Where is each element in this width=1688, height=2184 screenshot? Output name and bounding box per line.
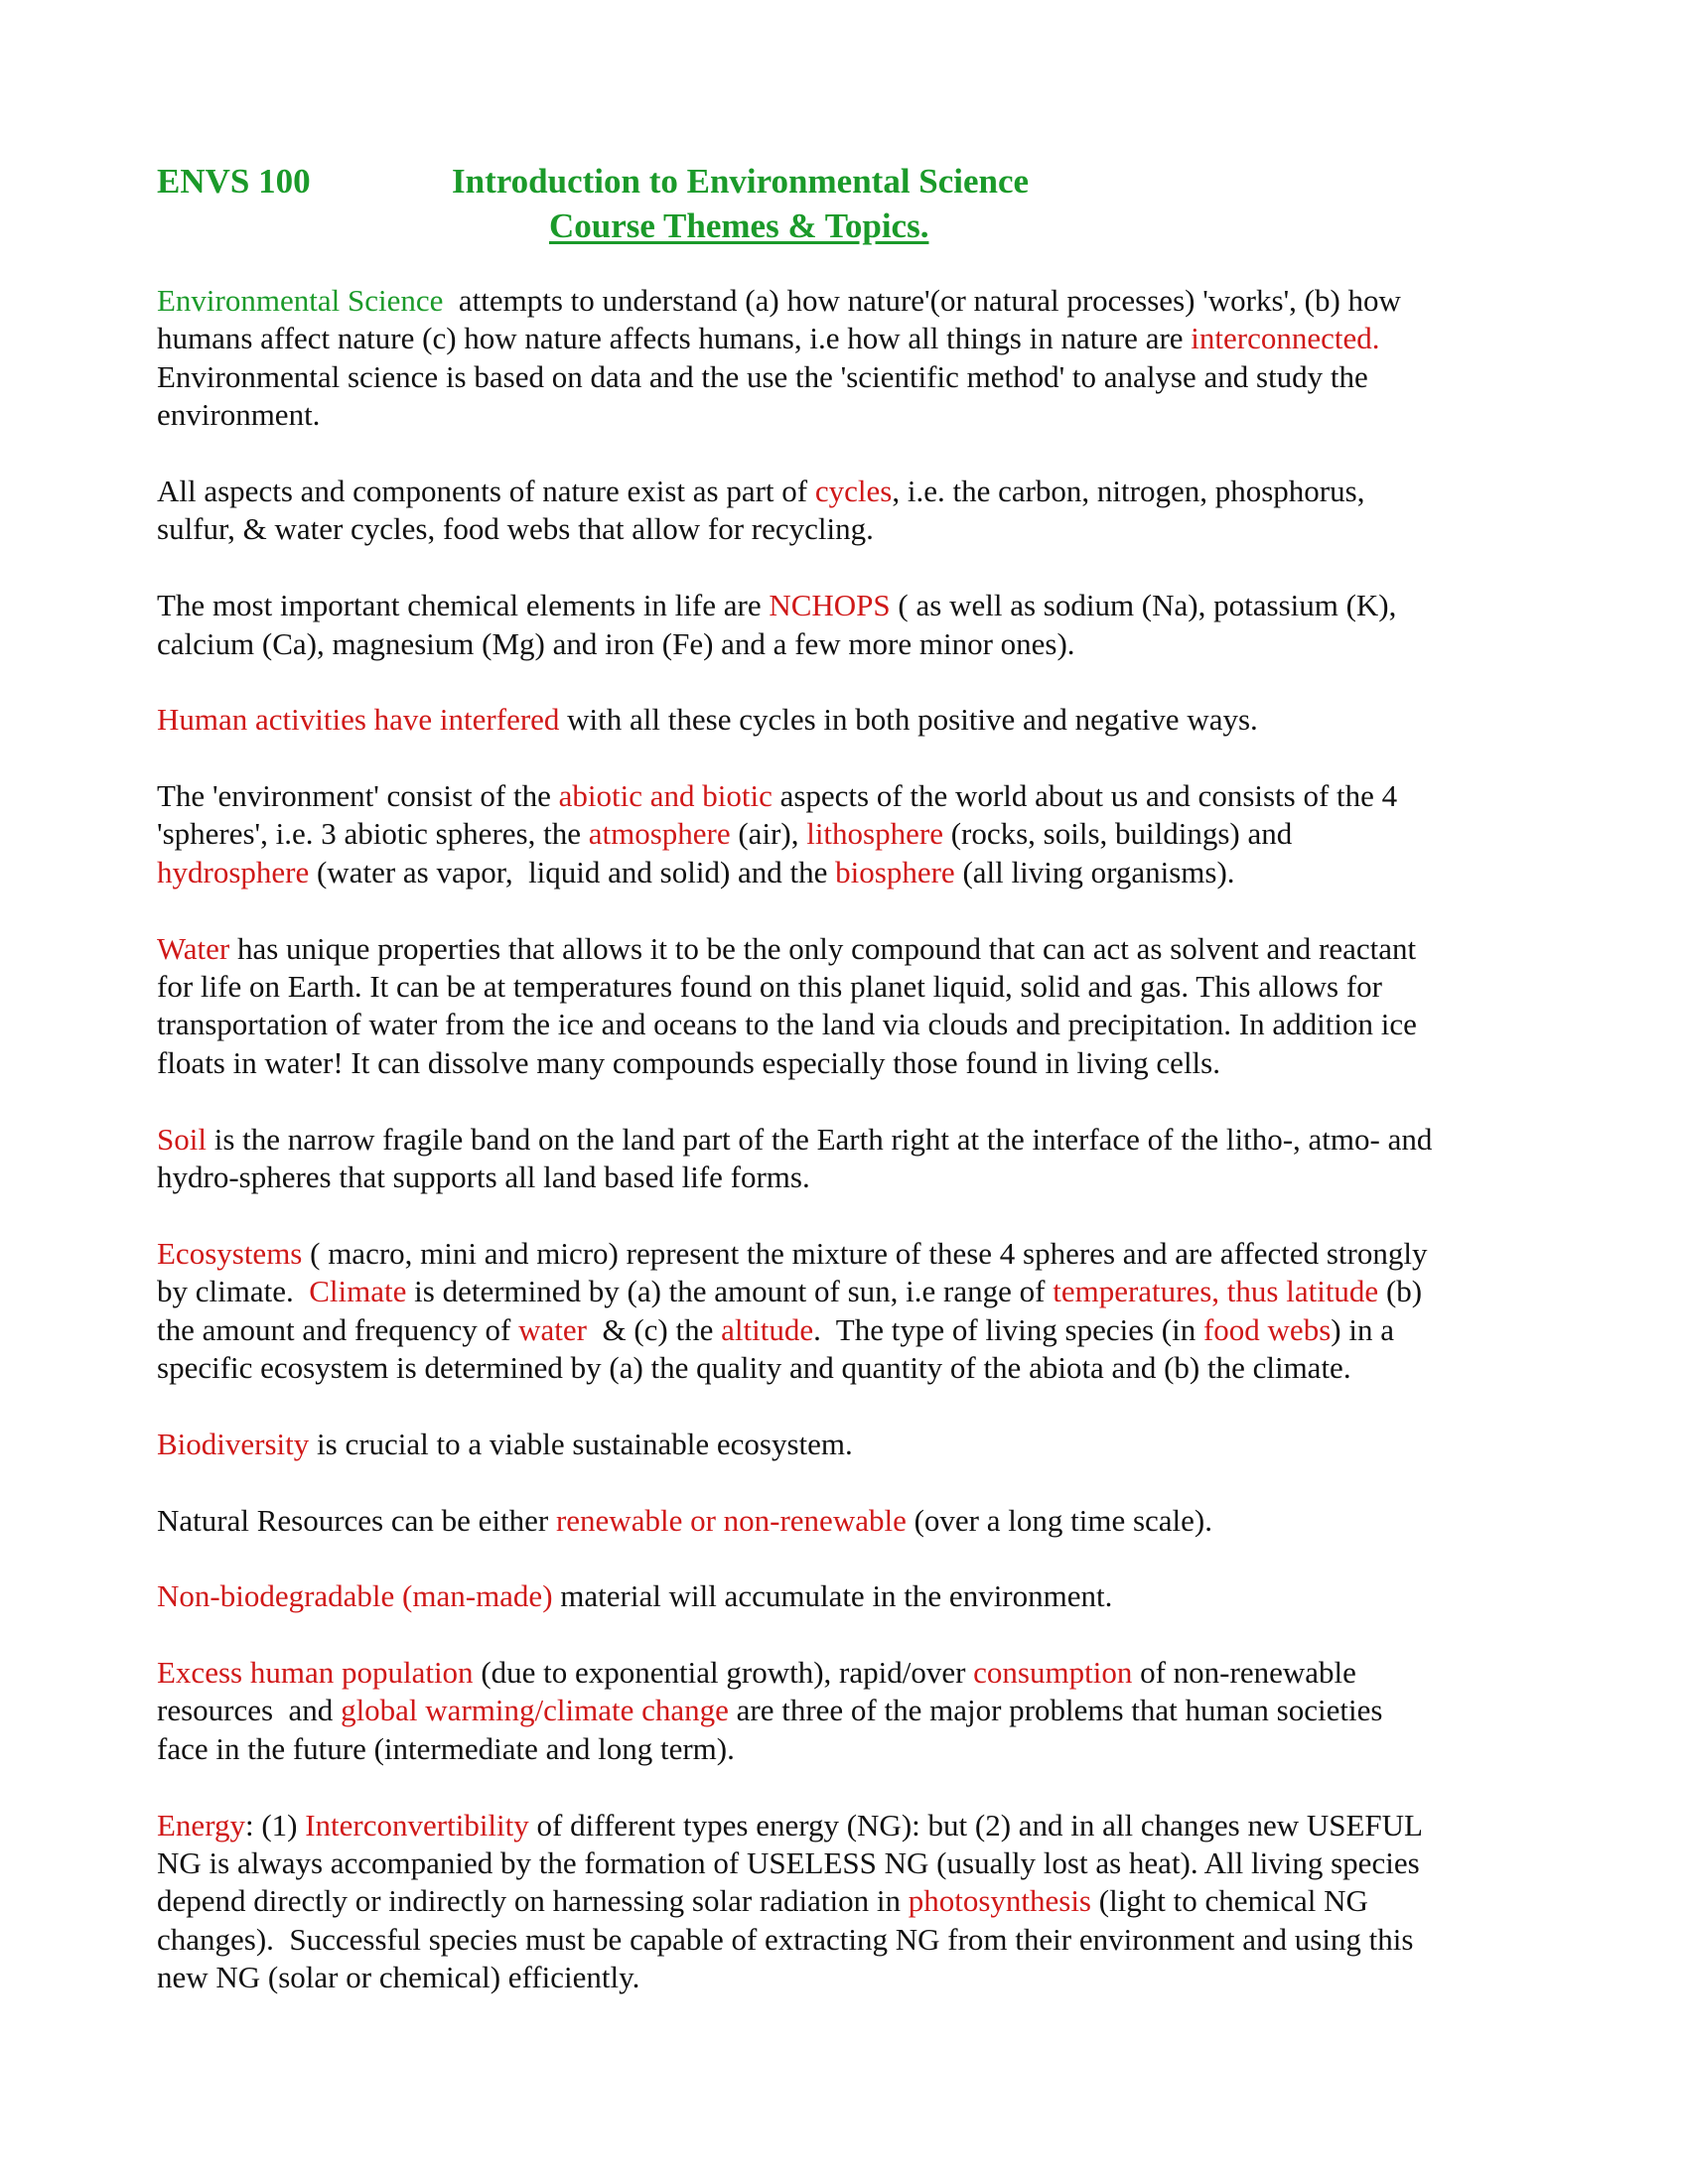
- highlighted-term: consumption: [973, 1655, 1133, 1691]
- highlighted-term: altitude: [721, 1311, 814, 1347]
- highlighted-term: Soil: [157, 1121, 207, 1157]
- paragraph: [157, 930, 1539, 1083]
- text-line: [157, 358, 1539, 396]
- body-text: attempts to understand (a) how nature'(or natural processes) 'works', (b) how: [443, 283, 1401, 318]
- highlighted-term: lithosphere: [806, 816, 943, 852]
- body-text: face in the future (intermediate and long term).: [157, 1730, 735, 1766]
- body-text: resources and: [157, 1693, 342, 1728]
- highlighted-term: abiotic and biotic: [558, 778, 773, 814]
- body-text: specific ecosystem is determined by (a) the quality and quantity of the abiota and (b) the climate.: [157, 1349, 1351, 1385]
- text-line: [157, 854, 1539, 891]
- body-text: floats in water! It can dissolve many compounds especially those found in living cells.: [157, 1044, 1220, 1080]
- paragraph: [157, 777, 1539, 891]
- course-code: ENVS 100: [157, 162, 311, 201]
- paragraph: [157, 587, 1539, 663]
- paragraph: [157, 1502, 1539, 1540]
- body-text: by climate.: [157, 1274, 310, 1309]
- body-text: new NG (solar or chemical) efficiently.: [157, 1960, 640, 1995]
- highlighted-term: Energy: [157, 1807, 245, 1843]
- body-text: hydro-spheres that supports all land based life forms.: [157, 1159, 810, 1194]
- body-text: (water as vapor, liquid and solid) and the: [309, 854, 836, 889]
- body-text: All aspects and components of nature exist as part of: [157, 473, 815, 508]
- body-text: depend directly or indirectly on harnessing solar radiation in: [157, 1883, 909, 1919]
- paragraph: [157, 1654, 1539, 1768]
- body-text: with all these cycles in both positive and negative ways.: [559, 702, 1258, 738]
- body-text: (all living organisms).: [954, 854, 1235, 889]
- body-text: transportation of water from the ice and oceans to the land via clouds and precipitation. In addition ice: [157, 1007, 1417, 1042]
- text-line: [157, 1502, 1539, 1540]
- body-text: ) in a: [1331, 1311, 1394, 1347]
- text-line: [157, 968, 1539, 1006]
- body-text: the amount and frequency of: [157, 1311, 519, 1347]
- body-text: of different types energy (NG): but (2) and in all changes new USEFUL: [528, 1807, 1423, 1843]
- course-title: Introduction to Environmental Science: [452, 162, 1030, 201]
- body-text: changes). Successful species must be capable of extracting NG from their environment and using this: [157, 1921, 1414, 1957]
- body-text: ( as well as sodium (Na), potassium (K),: [890, 588, 1397, 623]
- body-text: for life on Earth. It can be at temperatures found on this planet liquid, solid and gas. This allows for: [157, 969, 1382, 1005]
- body-text: of non-renewable: [1132, 1655, 1356, 1691]
- text-line: [157, 396, 1539, 434]
- body-text: sulfur, & water cycles, food webs that allow for recycling.: [157, 511, 874, 547]
- body-text: is the narrow fragile band on the land part of the Earth right at the interface of the litho-, atmo- and: [206, 1121, 1433, 1157]
- body-text: (b): [1378, 1274, 1423, 1309]
- body-text: is determined by (a) the amount of sun, i.e range of: [406, 1274, 1054, 1309]
- text-line: [157, 1311, 1539, 1349]
- body-text: calcium (Ca), magnesium (Mg) and iron (Fe) and a few more minor ones).: [157, 625, 1075, 661]
- text-line: [157, 1044, 1539, 1082]
- text-line: [157, 1807, 1539, 1844]
- body-text: humans affect nature (c) how nature affects humans, i.e how all things in nature are: [157, 321, 1192, 356]
- text-line: [157, 320, 1539, 357]
- highlighted-term: Climate: [309, 1274, 407, 1309]
- paragraph: [157, 1577, 1539, 1615]
- body-text: , i.e. the carbon, nitrogen, phosphorus,: [892, 473, 1365, 508]
- text-line: [157, 1654, 1539, 1692]
- text-line: [157, 282, 1539, 320]
- text-line: [157, 1577, 1539, 1615]
- paragraph: [157, 1235, 1539, 1388]
- highlighted-term: Interconvertibility: [305, 1807, 529, 1843]
- highlighted-term: water: [518, 1311, 587, 1347]
- text-line: [157, 1959, 1539, 1996]
- body-text: (light to chemical NG: [1091, 1883, 1368, 1919]
- paragraph: [157, 282, 1539, 435]
- highlighted-term: global warming/climate change: [341, 1693, 729, 1728]
- highlighted-term: Non-biodegradable (man-made): [157, 1578, 553, 1614]
- text-line: [157, 1844, 1539, 1882]
- highlighted-term: renewable or non-renewable: [555, 1502, 907, 1538]
- highlighted-term: biosphere: [835, 854, 955, 889]
- body-text: 'spheres', i.e. 3 abiotic spheres, the: [157, 816, 589, 852]
- text-line: [157, 1921, 1539, 1959]
- body-text: aspects of the world about us and consists of the 4: [772, 778, 1398, 814]
- highlighted-term: interconnected.: [1191, 321, 1380, 356]
- text-line: [157, 1426, 1539, 1463]
- body-text: material will accumulate in the environment.: [552, 1578, 1113, 1614]
- body-text: (rocks, soils, buildings) and: [942, 816, 1293, 852]
- body-text: environment.: [157, 397, 321, 433]
- text-line: [157, 510, 1539, 548]
- body-text: is crucial to a viable sustainable ecosystem.: [309, 1426, 853, 1461]
- highlighted-term: Biodiversity: [157, 1426, 310, 1461]
- text-line: [157, 1273, 1539, 1310]
- highlighted-term: photosynthesis: [908, 1883, 1091, 1919]
- body-text: Natural Resources can be either: [157, 1502, 556, 1538]
- highlighted-term: Ecosystems: [157, 1235, 303, 1271]
- body-text: (air),: [730, 816, 807, 852]
- highlighted-term: temperatures, thus latitude: [1053, 1274, 1379, 1309]
- body-text: & (c) the: [586, 1311, 722, 1347]
- highlighted-term: Human activities have interfered: [157, 702, 560, 738]
- document-body: [157, 282, 1539, 2035]
- body-text: are three of the major problems that human societies: [728, 1693, 1383, 1728]
- paragraph: [157, 1807, 1539, 1997]
- body-text: (over a long time scale).: [906, 1502, 1212, 1538]
- text-line: [157, 1159, 1539, 1196]
- text-line: [157, 815, 1539, 853]
- highlighted-term: NCHOPS: [769, 588, 891, 623]
- body-text: The most important chemical elements in life are: [157, 588, 770, 623]
- text-line: [157, 1235, 1539, 1273]
- text-line: [157, 1006, 1539, 1043]
- paragraph: [157, 1121, 1539, 1197]
- text-line: [157, 1121, 1539, 1159]
- body-text: The 'environment' consist of the: [157, 778, 559, 814]
- text-line: [157, 930, 1539, 968]
- text-line: [157, 777, 1539, 815]
- body-text: has unique properties that allows it to be the only compound that can act as solvent and reactant: [229, 930, 1417, 966]
- key-term: Environmental Science: [157, 283, 444, 318]
- paragraph: [157, 1426, 1539, 1463]
- text-line: [157, 1692, 1539, 1729]
- body-text: Environmental science is based on data and the use the 'scientific method' to analyse and study the: [157, 358, 1368, 394]
- text-line: [157, 701, 1539, 739]
- highlighted-term: atmosphere: [588, 816, 731, 852]
- body-text: . The type of living species (in: [813, 1311, 1203, 1347]
- highlighted-term: cycles: [814, 473, 893, 508]
- text-line: [157, 1349, 1539, 1387]
- text-line: [157, 587, 1539, 624]
- paragraph: [157, 701, 1539, 739]
- body-text: ( macro, mini and micro) represent the mixture of these 4 spheres and are affected strongly: [302, 1235, 1428, 1271]
- highlighted-term: Water: [157, 930, 230, 966]
- text-line: [157, 1882, 1539, 1920]
- body-text: : (1): [244, 1807, 306, 1843]
- course-subtitle: Course Themes & Topics.: [549, 206, 929, 245]
- paragraph: [157, 473, 1539, 549]
- highlighted-term: Excess human population: [157, 1655, 474, 1691]
- text-line: [157, 625, 1539, 663]
- text-line: [157, 1730, 1539, 1768]
- body-text: NG is always accompanied by the formation of USELESS NG (usually lost as heat). All living species: [157, 1845, 1420, 1881]
- text-line: [157, 473, 1539, 510]
- highlighted-term: hydrosphere: [157, 854, 310, 889]
- body-text: (due to exponential growth), rapid/over: [473, 1655, 974, 1691]
- highlighted-term: food webs: [1202, 1311, 1332, 1347]
